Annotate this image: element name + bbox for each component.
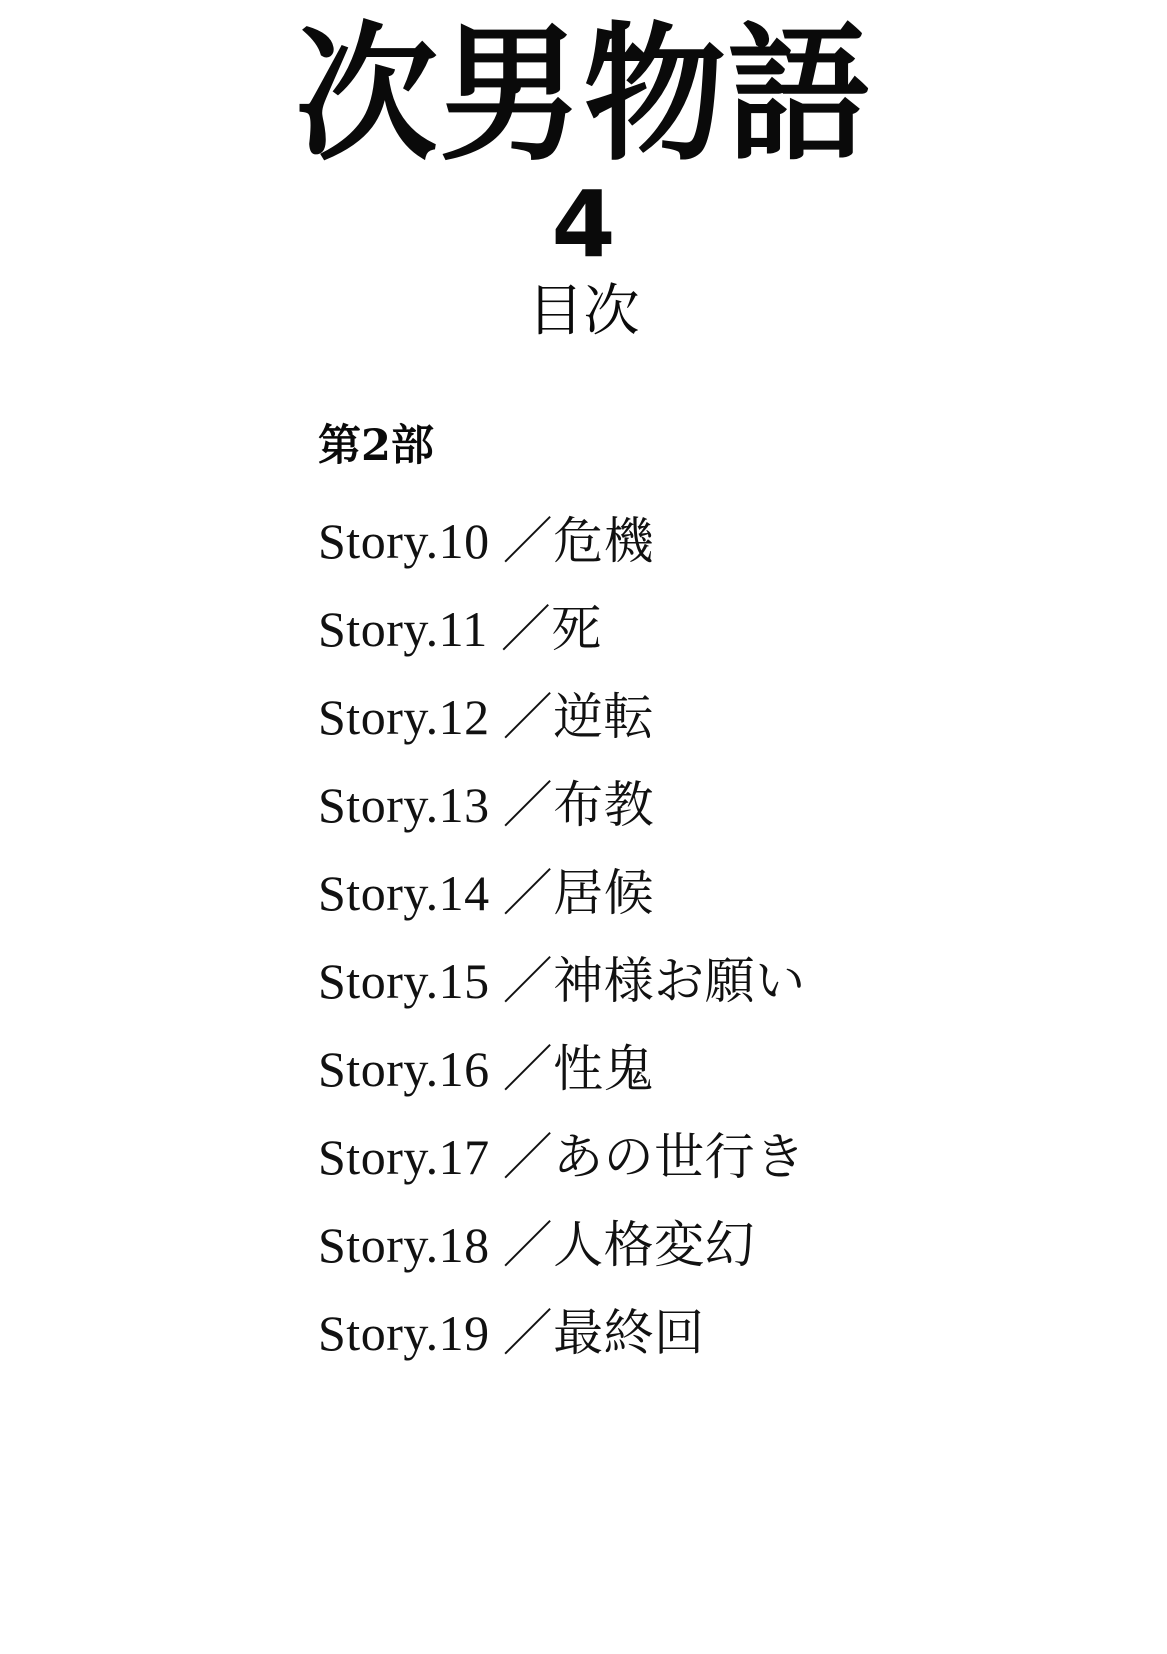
table-of-contents-label: 目次 bbox=[527, 279, 640, 345]
list-item: Story.19 ／最終回 bbox=[318, 1304, 705, 1361]
toc-list bbox=[318, 497, 1107, 1377]
list-item: Story.18 ／人格変幻 bbox=[318, 1216, 756, 1273]
list-item: Story.14 ／居候 bbox=[318, 864, 655, 921]
list-item: Story.15 ／神様お願い bbox=[318, 952, 806, 1009]
list-item: Story.11 ／死 bbox=[318, 600, 602, 657]
table-of-contents bbox=[0, 421, 1167, 1377]
list-item: Story.10 ／危機 bbox=[318, 512, 655, 569]
list-item: Story.12 ／逆転 bbox=[318, 688, 655, 745]
book-title: 次男物語 bbox=[295, 9, 872, 181]
part-heading: 第2部 bbox=[318, 420, 434, 471]
list-item: Story.13 ／布教 bbox=[318, 776, 655, 833]
list-item: Story.16 ／性鬼 bbox=[318, 1040, 655, 1097]
volume-number: 4 bbox=[551, 171, 616, 279]
list-item: Story.17 ／あの世行き bbox=[318, 1128, 806, 1185]
title-block bbox=[0, 0, 1167, 343]
